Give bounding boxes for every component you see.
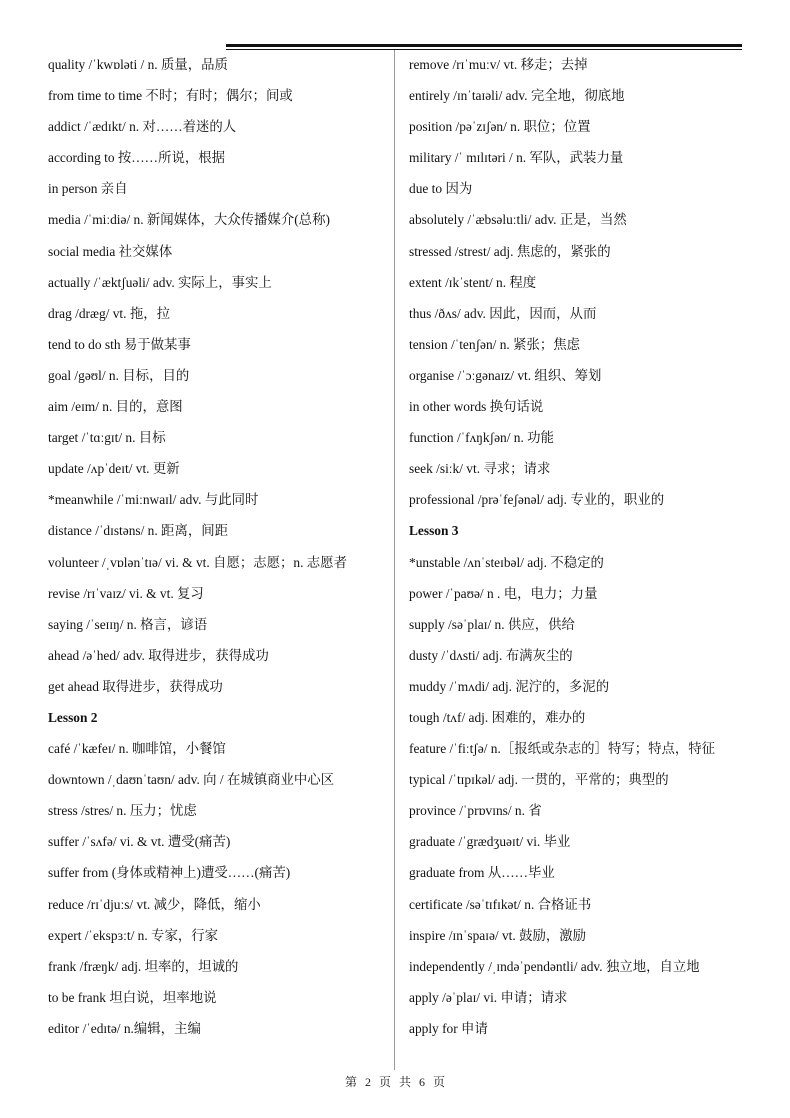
vocabulary-entry: *unstable /ʌnˈsteɪbəl/ adj. 不稳定的 [409,554,604,570]
vocabulary-entry: distance /ˈdɪstəns/ n. 距离，间距 [48,523,229,539]
vocabulary-entry: extent /ɪkˈstent/ n. 程度 [409,274,537,290]
vocabulary-entry: apply /əˈplaɪ/ vi. 申请；请求 [409,989,568,1005]
vocabulary-column-left [48,52,388,1047]
vocabulary-entry: actually /ˈæktʃuəli/ adv. 实际上，事实上 [48,274,272,290]
header-rule-thick [226,44,742,47]
vocabulary-entry: professional /prəˈfeʃənəl/ adj. 专业的，职业的 [409,492,665,508]
vocabulary-entry: revise /rɪˈvaɪz/ vi. & vt. 复习 [48,585,204,601]
vocabulary-entry: position /pəˈzɪʃən/ n. 职位；位置 [409,119,591,135]
vocabulary-entry: seek /siːk/ vt. 寻求；请求 [409,461,551,477]
vocabulary-entry: remove /rɪˈmuːv/ vt. 移走；去掉 [409,57,588,72]
vocabulary-entry: absolutely /ˈæbsəluːtli/ adv. 正是，当然 [409,212,627,228]
vocabulary-entry: drag /dræg/ vt. 拖，拉 [48,305,170,321]
vocabulary-entry: certificate /səˈtɪfɪkət/ n. 合格证书 [409,896,592,912]
vocabulary-entry: aim /eɪm/ n. 目的，意图 [48,399,183,415]
vocabulary-column-right [409,52,754,1047]
vocabulary-entry: goal /gəʊl/ n. 目标，目的 [48,367,190,383]
header-rule-thin [226,49,742,50]
vocabulary-entry: quality /ˈkwɒləti / n. 质量，品质 [48,57,228,72]
vocabulary-entry: tend to do sth 易于做某事 [48,336,191,352]
vocabulary-entry: get ahead 取得进步，获得成功 [48,678,223,694]
vocabulary-entry: due to 因为 [409,181,473,197]
vocabulary-entry: saying /ˈseɪɪŋ/ n. 格言，谚语 [48,616,208,632]
vocabulary-entry: thus /ðʌs/ adv. 因此，因而，从而 [409,305,597,321]
footer-label-ye: 页 [378,1075,391,1089]
vocabulary-entry: tension /ˈtenʃən/ n. 紧张；焦虑 [409,336,581,352]
vocabulary-entry: independently /ˌɪndəˈpendəntli/ adv. 独立地，自立地 [409,958,700,974]
vocabulary-entry: addict /ˈædɪkt/ n. 对……着迷的人 [48,119,237,135]
vocabulary-entry: power /ˈpaʊə/ n . 电，电力；力量 [409,585,598,601]
vocabulary-entry: stressed /strest/ adj. 焦虑的，紧张的 [409,243,611,259]
vocabulary-entry: downtown /ˌdaʊnˈtaʊn/ adv. 向 / 在城镇商业中心区 [48,772,335,788]
vocabulary-entry: stress /stres/ n. 压力；忧虑 [48,803,197,819]
vocabulary-entry: reduce /rɪˈdjuːs/ vt. 减少，降低，缩小 [48,896,261,912]
vocabulary-entry: military /ˈ mɪlɪtəri / n. 军队，武装力量 [409,150,624,166]
vocabulary-entry: ahead /əˈhed/ adv. 取得进步，获得成功 [48,647,269,663]
vocabulary-entry: update /ʌpˈdeɪt/ vt. 更新 [48,461,180,477]
vocabulary-entry: from time to time 不时；有时；偶尔；间或 [48,88,293,104]
vocabulary-entry: graduate /ˈgrædʒuəɪt/ vi. 毕业 [409,834,571,850]
footer-label-di: 第 [344,1075,357,1089]
vocabulary-entry: province /ˈprɒvɪns/ n. 省 [409,803,542,819]
footer-current-page: 2 [364,1075,371,1089]
lesson-heading: Lesson 3 [409,523,459,539]
vocabulary-entry: in person 亲自 [48,181,128,197]
footer-label-ye-2: 页 [433,1075,446,1089]
vocabulary-entry: typical /ˈtɪpɪkəl/ adj. 一贯的，平常的；典型的 [409,772,669,788]
footer-label-gong: 共 [399,1075,412,1089]
vocabulary-entry: according to 按……所说，根据 [48,150,226,166]
vocabulary-entry: social media 社交媒体 [48,243,173,259]
footer-total-pages: 6 [419,1075,426,1089]
vocabulary-entry: tough /tʌf/ adj. 困难的，难办的 [409,709,586,725]
vocabulary-entry: volunteer /ˌvɒlənˈtɪə/ vi. & vt. 自愿；志愿；n. 志愿者 [48,554,347,570]
vocabulary-entry: media /ˈmiːdiə/ n. 新闻媒体，大众传播媒介(总称) [48,212,330,228]
vocabulary-entry: function /ˈfʌŋkʃən/ n. 功能 [409,430,554,446]
vocabulary-entry: to be frank 坦白说，坦率地说 [48,989,217,1005]
vocabulary-entry: inspire /ɪnˈspaɪə/ vt. 鼓励，激励 [409,927,587,943]
page-footer [0,1073,790,1090]
vocabulary-entry: expert /ˈekspɜːt/ n. 专家，行家 [48,927,219,943]
vocabulary-entry: apply for 申请 [409,1020,488,1036]
vocabulary-entry: organise /ˈɔːgənaɪz/ vt. 组织、筹划 [409,367,602,383]
vocabulary-entry: frank /fræŋk/ adj. 坦率的，坦诚的 [48,958,239,974]
vocabulary-entry: entirely /ɪnˈtaɪəli/ adv. 完全地，彻底地 [409,88,625,104]
vocabulary-entry: in other words 换句话说 [409,399,544,415]
vocabulary-entry: café /ˈkæfeɪ/ n. 咖啡馆，小餐馆 [48,741,226,757]
vocabulary-entry: dusty /ˈdʌsti/ adj. 布满灰尘的 [409,647,573,663]
vocabulary-entry: feature /ˈfiːtʃə/ n.［报纸或杂志的］特写；特点，特征 [409,741,716,757]
vocabulary-entry: target /ˈtɑːgɪt/ n. 目标 [48,430,166,446]
column-divider [394,50,395,1070]
lesson-heading: Lesson 2 [48,709,98,725]
vocabulary-entry: supply /səˈplaɪ/ n. 供应，供给 [409,616,575,632]
vocabulary-entry: graduate from 从……毕业 [409,865,555,881]
vocabulary-entry: *meanwhile /ˈmiːnwaɪl/ adv. 与此同时 [48,492,259,508]
vocabulary-entry: editor /ˈedɪtə/ n.编辑，主编 [48,1020,201,1036]
vocabulary-entry: suffer /ˈsʌfə/ vi. & vt. 遭受(痛苦) [48,834,231,850]
vocabulary-entry: suffer from (身体或精神上)遭受……(痛苦) [48,865,291,881]
vocabulary-entry: muddy /ˈmʌdi/ adj. 泥泞的，多泥的 [409,678,610,694]
